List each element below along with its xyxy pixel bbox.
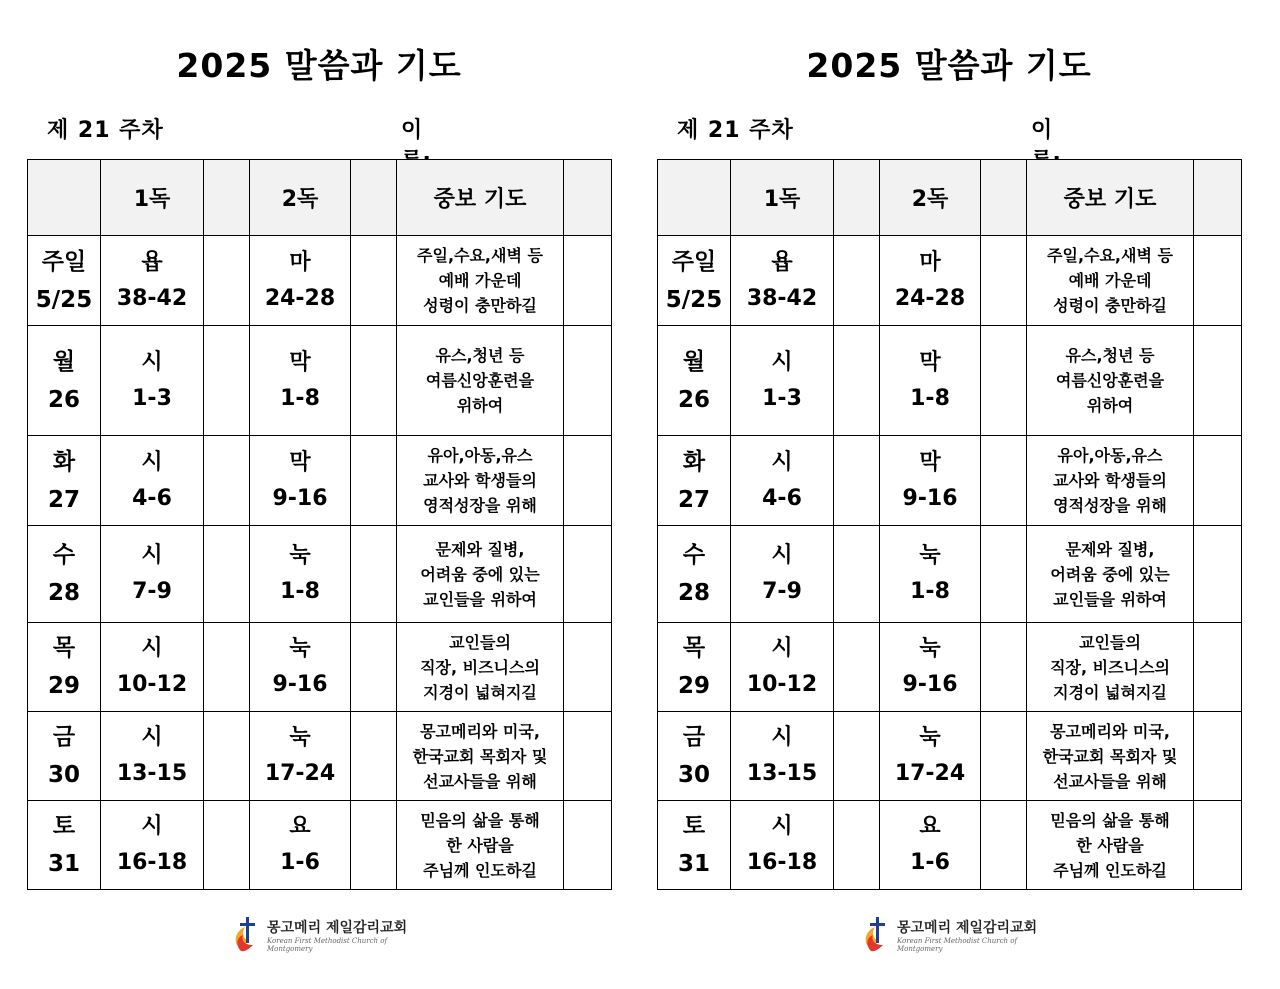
reading1-cell [731, 526, 834, 623]
reading2-chapters: 1-6 [280, 850, 320, 875]
reading2-checkbox[interactable] [981, 236, 1027, 326]
day-cell [658, 326, 731, 436]
prayer-cell [397, 801, 564, 890]
table-row [28, 526, 612, 623]
reading1-cell [731, 712, 834, 801]
reading1-chapters: 38-42 [746, 285, 818, 311]
reading1-book: 시 [771, 543, 793, 568]
reading2-cell [880, 712, 981, 801]
day-cell [658, 712, 731, 801]
reading1-checkbox[interactable] [204, 436, 250, 526]
day-name: 수 [52, 542, 76, 568]
reading1-chapters: 7-9 [132, 579, 172, 604]
reading2-checkbox[interactable] [351, 712, 397, 801]
reading2-chapters: 24-28 [264, 285, 336, 311]
reading1-book: 시 [141, 543, 163, 568]
day-name: 화 [682, 448, 706, 475]
prayer-line: 선교사들을 위해 [423, 771, 537, 791]
table-row [28, 801, 612, 890]
prayer-line: 교인들의 [449, 632, 511, 652]
reading2-book: 막 [919, 349, 941, 375]
reading2-cell [250, 623, 351, 712]
reading1-checkbox[interactable] [834, 712, 880, 801]
church-logo [231, 912, 411, 958]
reading1-cell [101, 623, 204, 712]
bulletin-sheet-right [657, 0, 1241, 989]
prayer-checkbox[interactable] [564, 801, 612, 890]
header-prayer: 중보 기도 [1027, 160, 1194, 236]
header-check2 [351, 160, 397, 236]
header-check3 [1194, 160, 1242, 236]
reading2-chapters: 1-8 [910, 579, 950, 604]
reading2-checkbox[interactable] [981, 623, 1027, 712]
prayer-cell [1027, 526, 1194, 623]
prayer-line: 위하여 [1086, 396, 1134, 415]
prayer-line: 몽고메리와 미국, [420, 721, 540, 741]
header-reading2: 2독 [250, 160, 351, 236]
table-row [28, 236, 612, 326]
reading2-checkbox[interactable] [981, 326, 1027, 436]
reading1-chapters: 16-18 [116, 850, 188, 875]
reading2-book: 마 [289, 249, 311, 275]
prayer-line: 교사와 학생들의 [423, 471, 537, 490]
reading1-cell [101, 526, 204, 623]
prayer-cell [1027, 236, 1194, 326]
week-label: 제 21 주차 [677, 118, 794, 143]
prayer-line: 유아,아동,유스 [1057, 446, 1163, 465]
reading2-cell [880, 326, 981, 436]
reading2-checkbox[interactable] [351, 526, 397, 623]
prayer-checkbox[interactable] [564, 436, 612, 526]
prayer-checkbox[interactable] [1194, 326, 1242, 436]
day-name: 목 [52, 635, 76, 661]
day-name: 월 [682, 348, 706, 375]
header-check1 [834, 160, 880, 236]
reading2-cell [250, 526, 351, 623]
prayer-cell [1027, 326, 1194, 436]
day-name: 금 [682, 724, 706, 750]
reading1-checkbox[interactable] [204, 712, 250, 801]
prayer-line: 선교사들을 위해 [1053, 771, 1167, 791]
prayer-line: 주일,수요,새벽 등 [417, 246, 543, 265]
table-row [658, 436, 1242, 526]
reading2-book: 마 [919, 249, 941, 275]
prayer-line: 교인들의 [1079, 632, 1141, 652]
day-name: 금 [52, 724, 76, 750]
prayer-line: 교인들을 위하여 [1053, 589, 1167, 609]
reading2-book: 눅 [919, 543, 941, 568]
prayer-checkbox[interactable] [564, 526, 612, 623]
day-date: 30 [677, 762, 710, 788]
day-date: 5/25 [35, 286, 93, 313]
bulletin-sheet-left [27, 0, 611, 989]
reading1-checkbox[interactable] [834, 236, 880, 326]
prayer-line: 유아,아동,유스 [427, 446, 533, 465]
table-row [658, 236, 1242, 326]
prayer-line: 교사와 학생들의 [1053, 471, 1167, 490]
table-body [658, 236, 1242, 890]
reading1-chapters: 10-12 [746, 672, 818, 697]
reading2-cell [880, 623, 981, 712]
day-cell [658, 436, 731, 526]
prayer-line: 영적성장을 위해 [1053, 496, 1167, 515]
prayer-line: 지경이 넓혀지길 [423, 682, 537, 702]
table-header-row [28, 160, 612, 236]
church-logo-icon [231, 915, 265, 955]
prayer-line: 믿음의 삶을 통해 [1050, 810, 1170, 830]
reading-plan-table [27, 159, 612, 890]
reading1-book: 욥 [771, 249, 793, 275]
reading2-cell [880, 436, 981, 526]
day-cell [658, 526, 731, 623]
reading1-book: 욥 [141, 249, 163, 275]
prayer-line: 유스,청년 등 [435, 346, 525, 365]
reading1-book: 시 [771, 636, 793, 661]
prayer-line: 여름신앙훈련을 [425, 371, 535, 390]
header-check3 [564, 160, 612, 236]
reading2-book: 요 [289, 814, 311, 839]
header-day [658, 160, 731, 236]
reading1-chapters: 4-6 [762, 485, 802, 511]
reading2-cell [250, 712, 351, 801]
reading2-chapters: 9-16 [902, 672, 958, 697]
church-name-korean: 몽고메리 제일감리교회 [897, 920, 1038, 936]
reading1-cell [731, 801, 834, 890]
table-row [28, 326, 612, 436]
reading1-chapters: 16-18 [746, 850, 818, 875]
day-name: 주일 [41, 248, 87, 275]
reading2-book: 막 [289, 449, 311, 475]
reading2-chapters: 1-6 [910, 850, 950, 875]
day-name: 목 [682, 635, 706, 661]
header-check1 [204, 160, 250, 236]
prayer-line: 위하여 [456, 396, 504, 415]
reading1-cell [101, 436, 204, 526]
day-date: 31 [47, 851, 80, 877]
reading2-cell [250, 801, 351, 890]
reading1-checkbox[interactable] [204, 326, 250, 436]
reading2-chapters: 9-16 [272, 485, 328, 511]
prayer-line: 주님께 인도하길 [423, 860, 537, 880]
prayer-checkbox[interactable] [564, 236, 612, 326]
day-cell [28, 623, 101, 712]
reading1-book: 시 [141, 449, 163, 475]
reading1-chapters: 10-12 [116, 672, 188, 697]
name-label: 이 [1031, 118, 1053, 143]
prayer-line: 몽고메리와 미국, [1050, 721, 1170, 741]
reading1-chapters: 4-6 [132, 485, 172, 511]
reading1-chapters: 13-15 [116, 761, 188, 786]
reading2-cell [250, 236, 351, 326]
day-date: 29 [677, 673, 710, 699]
reading2-book: 막 [289, 349, 311, 375]
prayer-checkbox[interactable] [1194, 436, 1242, 526]
prayer-cell [1027, 712, 1194, 801]
reading2-checkbox[interactable] [351, 436, 397, 526]
reading2-book: 눅 [289, 725, 311, 750]
table-header-row [658, 160, 1242, 236]
day-date: 27 [47, 486, 80, 513]
day-name: 월 [52, 348, 76, 375]
reading1-checkbox[interactable] [834, 801, 880, 890]
reading2-cell [880, 801, 981, 890]
reading1-chapters: 38-42 [116, 285, 188, 311]
week-label: 제 21 주차 [47, 118, 164, 143]
reading1-cell [731, 236, 834, 326]
table-row [658, 801, 1242, 890]
prayer-cell [397, 526, 564, 623]
reading2-checkbox[interactable] [981, 526, 1027, 623]
reading2-book: 눅 [919, 725, 941, 750]
name-label: 이 [401, 118, 423, 143]
reading1-checkbox[interactable] [204, 526, 250, 623]
reading1-chapters: 13-15 [746, 761, 818, 786]
prayer-line: 주일,수요,새벽 등 [1047, 246, 1173, 265]
day-cell [28, 326, 101, 436]
prayer-checkbox[interactable] [1194, 623, 1242, 712]
church-name-korean: 몽고메리 제일감리교회 [267, 920, 408, 936]
day-cell [28, 236, 101, 326]
reading1-checkbox[interactable] [204, 623, 250, 712]
day-cell [28, 436, 101, 526]
prayer-checkbox[interactable] [564, 326, 612, 436]
reading1-checkbox[interactable] [834, 623, 880, 712]
reading1-checkbox[interactable] [204, 236, 250, 326]
reading1-book: 시 [141, 636, 163, 661]
table-row [658, 326, 1242, 436]
day-name: 주일 [671, 248, 717, 275]
prayer-line: 믿음의 삶을 통해 [420, 810, 540, 830]
header-reading2: 2독 [880, 160, 981, 236]
prayer-line: 한국교회 목회자 및 [1042, 746, 1178, 766]
reading2-book: 요 [919, 814, 941, 839]
reading2-cell [250, 326, 351, 436]
prayer-checkbox[interactable] [564, 712, 612, 801]
reading2-chapters: 24-28 [894, 285, 966, 311]
reading1-checkbox[interactable] [834, 326, 880, 436]
day-name: 토 [52, 813, 76, 839]
reading1-book: 시 [771, 725, 793, 750]
day-date: 5/25 [665, 286, 723, 313]
prayer-line: 어려움 중에 있는 [420, 564, 540, 584]
prayer-cell [397, 712, 564, 801]
reading1-book: 시 [141, 725, 163, 750]
reading1-checkbox[interactable] [204, 801, 250, 890]
prayer-cell [397, 326, 564, 436]
reading2-chapters: 9-16 [902, 485, 958, 511]
reading1-book: 시 [771, 349, 793, 375]
day-date: 27 [677, 486, 710, 513]
reading-plan-table [657, 159, 1242, 890]
reading1-chapters: 7-9 [762, 579, 802, 604]
reading1-cell [731, 326, 834, 436]
header-reading1: 1독 [731, 160, 834, 236]
reading2-checkbox[interactable] [351, 801, 397, 890]
day-name: 토 [682, 813, 706, 839]
prayer-line: 주님께 인도하길 [1053, 860, 1167, 880]
day-date: 28 [47, 580, 80, 606]
reading1-checkbox[interactable] [834, 526, 880, 623]
prayer-line: 영적성장을 위해 [423, 496, 537, 515]
day-date: 26 [47, 386, 80, 413]
day-date: 31 [677, 851, 710, 877]
church-logo-icon [861, 915, 895, 955]
prayer-line: 한 사람을 [1076, 835, 1144, 855]
reading1-book: 시 [141, 349, 163, 375]
reading2-checkbox[interactable] [351, 623, 397, 712]
table-row [658, 623, 1242, 712]
prayer-cell [397, 236, 564, 326]
reading2-checkbox[interactable] [981, 436, 1027, 526]
church-name-english: Korean First Methodist Church of Montgomery [897, 937, 1018, 953]
day-cell [28, 526, 101, 623]
day-date: 28 [677, 580, 710, 606]
reading2-chapters: 9-16 [272, 672, 328, 697]
day-name: 수 [682, 542, 706, 568]
header-prayer: 중보 기도 [397, 160, 564, 236]
day-cell [658, 801, 731, 890]
prayer-line: 어려움 중에 있는 [1050, 564, 1170, 584]
reading2-checkbox[interactable] [351, 236, 397, 326]
reading2-chapters: 17-24 [264, 761, 336, 786]
reading2-cell [880, 236, 981, 326]
table-row [28, 623, 612, 712]
reading2-checkbox[interactable] [981, 712, 1027, 801]
reading1-book: 시 [141, 814, 163, 839]
day-date: 26 [677, 386, 710, 413]
prayer-cell [1027, 623, 1194, 712]
reading1-cell [101, 801, 204, 890]
prayer-line: 교인들을 위하여 [423, 589, 537, 609]
day-cell [658, 623, 731, 712]
prayer-line: 여름신앙훈련을 [1055, 371, 1165, 390]
church-logo [861, 912, 1041, 958]
prayer-line: 지경이 넓혀지길 [1053, 682, 1167, 702]
sheet-title: 2025 말씀과 기도 [806, 46, 1092, 85]
prayer-checkbox[interactable] [1194, 236, 1242, 326]
table-row [28, 712, 612, 801]
reading1-chapters: 1-3 [762, 385, 802, 411]
table-body [28, 236, 612, 890]
prayer-checkbox[interactable] [1194, 801, 1242, 890]
header-day [28, 160, 101, 236]
table-row [658, 526, 1242, 623]
reading2-chapters: 1-8 [280, 385, 320, 411]
prayer-line: 예배 가운데 [1068, 271, 1152, 290]
sheet-title: 2025 말씀과 기도 [176, 46, 462, 85]
prayer-line: 한국교회 목회자 및 [412, 746, 548, 766]
reading2-cell [880, 526, 981, 623]
prayer-cell [1027, 436, 1194, 526]
reading2-book: 눅 [289, 636, 311, 661]
reading2-checkbox[interactable] [981, 801, 1027, 890]
prayer-line: 문제와 질병, [435, 539, 525, 559]
prayer-line: 한 사람을 [446, 835, 514, 855]
prayer-line: 예배 가운데 [438, 271, 522, 290]
reading2-chapters: 17-24 [894, 761, 966, 786]
prayer-checkbox[interactable] [1194, 712, 1242, 801]
day-name: 화 [52, 448, 76, 475]
prayer-cell [1027, 801, 1194, 890]
reading2-cell [250, 436, 351, 526]
reading2-book: 눅 [919, 636, 941, 661]
table-row [28, 436, 612, 526]
reading1-cell [101, 236, 204, 326]
reading2-book: 막 [919, 449, 941, 475]
reading1-checkbox[interactable] [834, 436, 880, 526]
table-row [658, 712, 1242, 801]
reading1-book: 시 [771, 449, 793, 475]
day-cell [28, 801, 101, 890]
prayer-checkbox[interactable] [1194, 526, 1242, 623]
header-check2 [981, 160, 1027, 236]
reading2-book: 눅 [289, 543, 311, 568]
reading1-cell [731, 623, 834, 712]
prayer-checkbox[interactable] [564, 623, 612, 712]
reading1-cell [101, 712, 204, 801]
day-cell [28, 712, 101, 801]
header-reading1: 1독 [101, 160, 204, 236]
reading1-book: 시 [771, 814, 793, 839]
prayer-line: 직장, 비즈니스의 [420, 657, 540, 677]
day-date: 30 [47, 762, 80, 788]
prayer-line: 직장, 비즈니스의 [1050, 657, 1170, 677]
reading2-checkbox[interactable] [351, 326, 397, 436]
reading1-cell [101, 326, 204, 436]
prayer-line: 성령이 충만하길 [423, 296, 537, 315]
reading2-chapters: 1-8 [280, 579, 320, 604]
reading1-cell [731, 436, 834, 526]
day-cell [658, 236, 731, 326]
prayer-cell [397, 436, 564, 526]
prayer-cell [397, 623, 564, 712]
prayer-line: 유스,청년 등 [1065, 346, 1155, 365]
reading2-chapters: 1-8 [910, 385, 950, 411]
prayer-line: 문제와 질병, [1065, 539, 1155, 559]
reading1-chapters: 1-3 [132, 385, 172, 411]
day-date: 29 [47, 673, 80, 699]
church-name-english: Korean First Methodist Church of Montgomery [267, 937, 388, 953]
prayer-line: 성령이 충만하길 [1053, 296, 1167, 315]
